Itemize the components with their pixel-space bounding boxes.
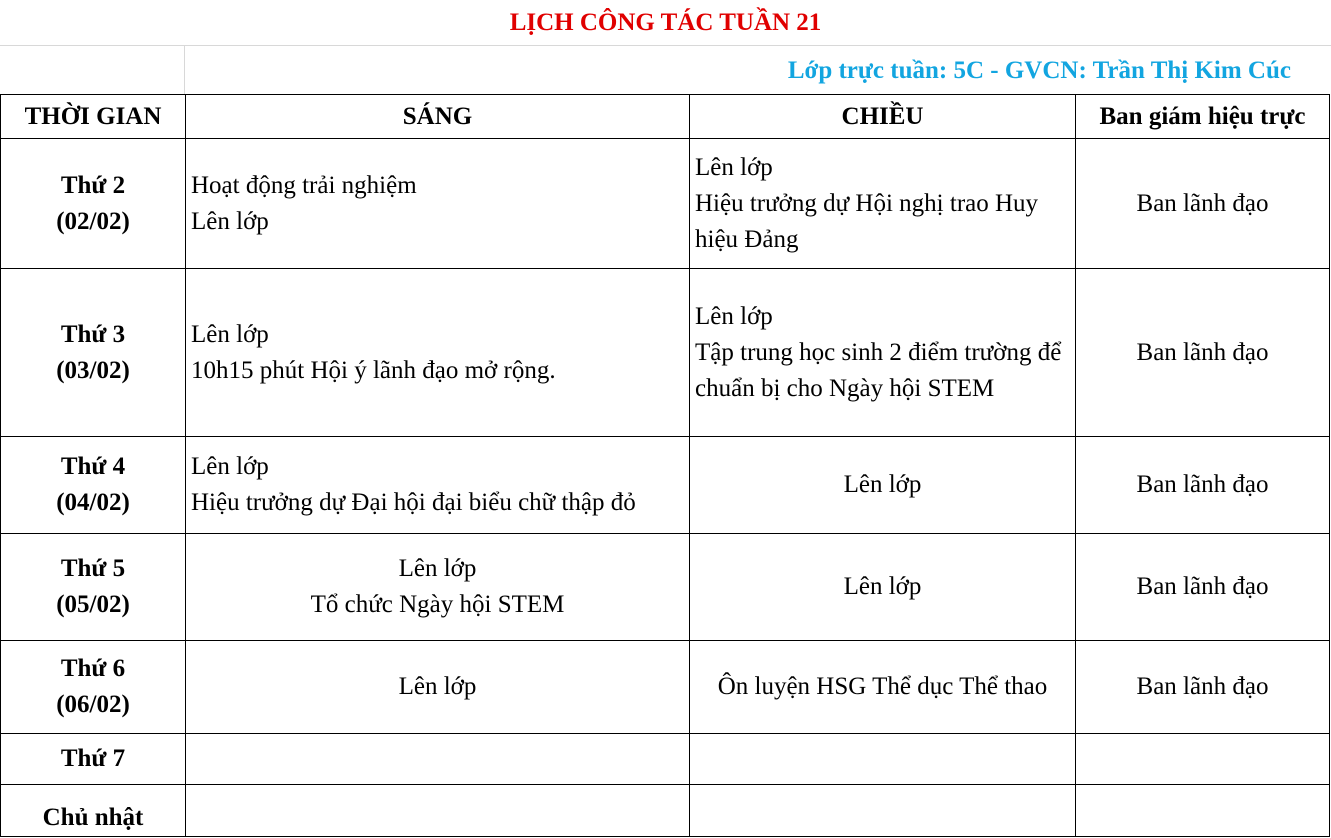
table-row — [1, 641, 1330, 734]
afternoon-cell — [690, 734, 1076, 785]
activity-text: Lên lớp — [191, 320, 269, 348]
activity-text: Lên lớp — [843, 471, 922, 498]
activity-text: Lên lớp — [695, 302, 773, 330]
column-header-morning: SÁNG — [186, 95, 690, 139]
morning-cell — [186, 534, 690, 641]
day-label: Thứ 7 — [60, 745, 126, 772]
day-label: Thứ 4 — [60, 453, 126, 480]
day-cell — [1, 734, 186, 785]
activity-text: Lên lớp — [398, 673, 477, 700]
table-row — [1, 734, 1330, 785]
afternoon-cell — [690, 534, 1076, 641]
activity-text: Lên lớp — [191, 207, 269, 235]
day-date: (03/02) — [56, 356, 130, 384]
day-cell — [1, 437, 186, 534]
day-cell — [1, 785, 186, 837]
morning-cell — [186, 641, 690, 734]
day-cell — [1, 534, 186, 641]
day-date: (06/02) — [56, 691, 130, 718]
afternoon-cell — [690, 139, 1076, 269]
day-label: Thứ 5 — [60, 555, 126, 582]
day-label: Chủ nhật — [42, 804, 144, 831]
activity-text: Lên lớp — [843, 573, 922, 600]
activity-text: Hiệu trưởng dự Hội nghị trao Huy hiệu Đảng — [695, 189, 1039, 253]
activity-text: Ôn luyện HSG Thể dục Thể thao — [717, 673, 1048, 700]
morning-cell — [186, 734, 690, 785]
day-date: (04/02) — [56, 489, 130, 516]
subtitle-cell — [185, 45, 1331, 94]
day-date: (05/02) — [56, 591, 130, 618]
activity-text: Hoạt động trải nghiệm — [191, 171, 417, 199]
duty-cell: Ban lãnh đạo — [1076, 437, 1330, 534]
duty-cell — [1076, 734, 1330, 785]
day-date: (02/02) — [56, 207, 130, 235]
morning-cell — [186, 269, 690, 437]
day-cell — [1, 269, 186, 437]
duty-class-subtitle: Lớp trực tuần: 5C - GVCN: Trần Thị Kim Cúc — [787, 56, 1291, 84]
table-row — [1, 437, 1330, 534]
morning-cell — [186, 437, 690, 534]
day-cell — [1, 641, 186, 734]
activity-text: Tổ chức Ngày hội STEM — [310, 591, 565, 618]
duty-cell: Ban lãnh đạo — [1076, 269, 1330, 437]
duty-cell — [1076, 785, 1330, 837]
afternoon-cell — [690, 437, 1076, 534]
empty-cell — [0, 45, 185, 94]
afternoon-cell — [690, 641, 1076, 734]
column-header-afternoon: CHIỀU — [690, 95, 1076, 139]
activity-text: Lên lớp — [695, 153, 773, 181]
activity-text: Tập trung học sinh 2 điểm trường để chuẩn bị cho Ngày hội STEM — [695, 338, 1062, 402]
column-header-time: THỜI GIAN — [1, 95, 186, 139]
duty-cell: Ban lãnh đạo — [1076, 139, 1330, 269]
table-row — [1, 534, 1330, 641]
table-row — [1, 139, 1330, 269]
table-row — [1, 269, 1330, 437]
day-label: Thứ 6 — [60, 655, 126, 682]
afternoon-cell — [690, 269, 1076, 437]
activity-text: Hiệu trưởng dự Đại hội đại biểu chữ thập đỏ — [191, 489, 636, 516]
day-label: Thứ 2 — [60, 171, 126, 199]
morning-cell — [186, 139, 690, 269]
day-label: Thứ 3 — [60, 320, 126, 348]
day-cell — [1, 139, 186, 269]
schedule-table — [0, 94, 1330, 837]
activity-text: Lên lớp — [191, 453, 269, 480]
activity-text: Lên lớp — [398, 555, 477, 582]
duty-cell: Ban lãnh đạo — [1076, 534, 1330, 641]
subtitle-row — [0, 45, 1331, 94]
column-header-duty: Ban giám hiệu trực — [1076, 95, 1330, 139]
duty-cell: Ban lãnh đạo — [1076, 641, 1330, 734]
afternoon-cell — [690, 785, 1076, 837]
morning-cell — [186, 785, 690, 837]
activity-text: 10h15 phút Hội ý lãnh đạo mở rộng. — [191, 356, 556, 384]
page-title: LỊCH CÔNG TÁC TUẦN 21 — [509, 8, 822, 36]
table-row — [1, 785, 1330, 837]
header-row — [1, 95, 1330, 139]
